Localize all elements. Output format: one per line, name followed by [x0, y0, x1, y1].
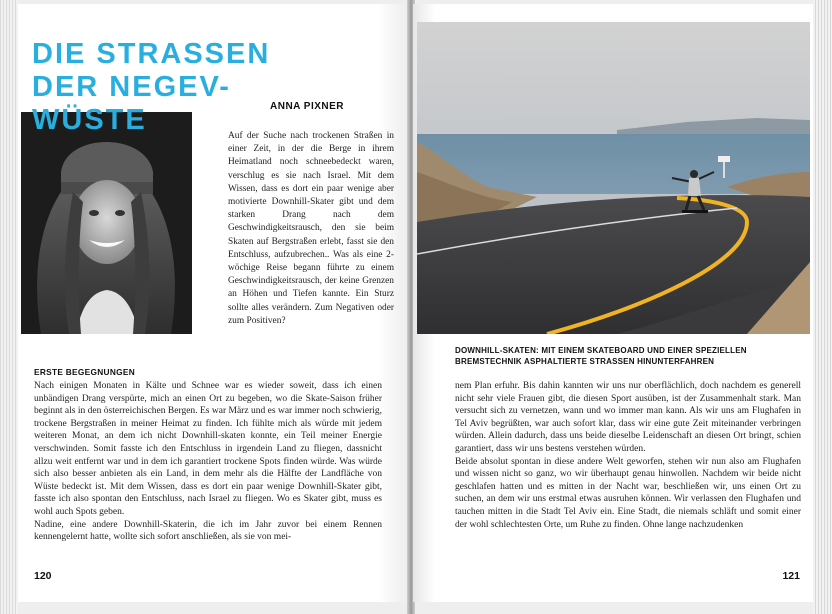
title-line-2: DER NEGEV-: [32, 71, 231, 103]
page-number-right: 121: [782, 570, 800, 582]
portrait-photo: [21, 112, 192, 334]
body-paragraph: Nach einigen Monaten in Kälte und Schnee war es wieder soweit, dass ich einen unbändigen Drang verspürte, mich an einen Ort zu begeben, wo die Skate-Saison früher beginnt als in den österreichischen Bergen. Es war März und es war immer noch schwierig, trockene Bergstraßen in meiner Heimat zu finden. Ich fühlte mich als würde mit jedem weiteren Monat, an dem ich nicht Downhill-skaten konnte, ein Teil meiner Energie verschwinden. Somit fasste ich den Entschluss in irgendein Land zu fliegen, dassnicht allzu weit entfernt war und in dem ich garantiert trockene Spots finden würde. Was würde sich also besser anbieten als ein Land, in dem mehr als die Hälfte der Landfläche von Wüste bedeckt ist. Mit dem Wissen, dass es dort ein paar wenige Downhill-Skater gibt, fasste ich also spontan den Entschluss, nach Israel zu fliegen. Wo es Skater gibt, muss es wohl auch Spots geben.: [34, 381, 382, 517]
title-line-1: DIE STRASSEN: [32, 38, 271, 70]
page-number-left: 120: [34, 570, 52, 582]
right-body-text: [455, 380, 801, 531]
left-page: [18, 4, 409, 602]
section-heading: ERSTE BEGEGNUNGEN: [34, 367, 135, 377]
author-name: ANNA PIXNER: [270, 101, 345, 112]
page-edges-right: [813, 0, 832, 614]
page-edges-left: [0, 0, 18, 614]
title-line-3: WÜSTE: [32, 104, 147, 136]
downhill-skater-photo: [417, 22, 810, 334]
body-paragraph: nem Plan erfuhr. Bis dahin kannten wir uns nur oberflächlich, doch nachdem es generell nicht sehr viele Frauen gibt, die diesen Sport ausüben, ist der Zusammenhalt stark. Man versucht sich zu vernetzen, wann und wo immer man kann. Als wir uns am Flughafen in Tel Aviv begrüßten, war auch sofort klar, dass wir eine gute Zeit miteinander verbringen würden. Allein dadurch, dass uns beide dieselbe Leidenschaft an diesen Ort bringt, schien garantiert, dass wir uns bestens verstehen würden.: [455, 381, 801, 454]
article-title: [32, 38, 292, 137]
body-paragraph: Beide absolut spontan in diese andere Welt geworfen, stehen wir nun also am Flughafen und wissen nicht so ganz, wo wir überhaupt genau hinwollen. Nachdem wir beide nicht geschlafen hatten und es mitten in der Nacht war, beschließen wir, uns einen Ort zu suchen, an dem wir uns erstmal etwas ausruhen können. Wir verlassen den Flughafen und tauchen mitten in die Stadt Tel Aviv ein. Eine Stadt, die niemals schläft und somit einer der wohl schlechtesten Orte, um Ruhe zu finden. Ohne lange nachzudenken: [455, 456, 801, 530]
body-paragraph: Nadine, eine andere Downhill-Skaterin, die ich im Jahr zuvor bei einem Rennen kennengelernt hatte, wollte sich sofort anschließen, als sie von mei-: [34, 519, 382, 543]
right-page: [413, 4, 813, 602]
left-body-text: [34, 380, 382, 544]
intro-paragraph: Auf der Suche nach trockenen Straßen in einer Zeit, in der die Berge in ihrem Heimatland noch schneebedeckt waren, verschlug es sie nach Israel. Mit dem Wissen, dass es dort ein paar wenige aber motivierte Downhill-Skater gibt und dem starken Drang nach dem Geschwindigkeitsrausch, den sie beim Skaten auf Bergstraßen erlebt, fasst sie den Entschluss, aufzubrechen.. Was als eine 2-wöchige Reise begann führte zu einem Geschwindigkeitsrausch, der keine Grenzen an Höhen und Tiefen kannte. Ein Sturz sollte alles verändern. Zum Negativen oder zum Positiven?: [228, 131, 394, 326]
photo-caption: DOWNHILL-SKATEN: MIT EINEM SKATEBOARD UND EINER SPEZIELLEN BREMSTECHNIK ASPHALTIERTE STRASSEN HINUNTERFAHREN: [455, 346, 747, 366]
